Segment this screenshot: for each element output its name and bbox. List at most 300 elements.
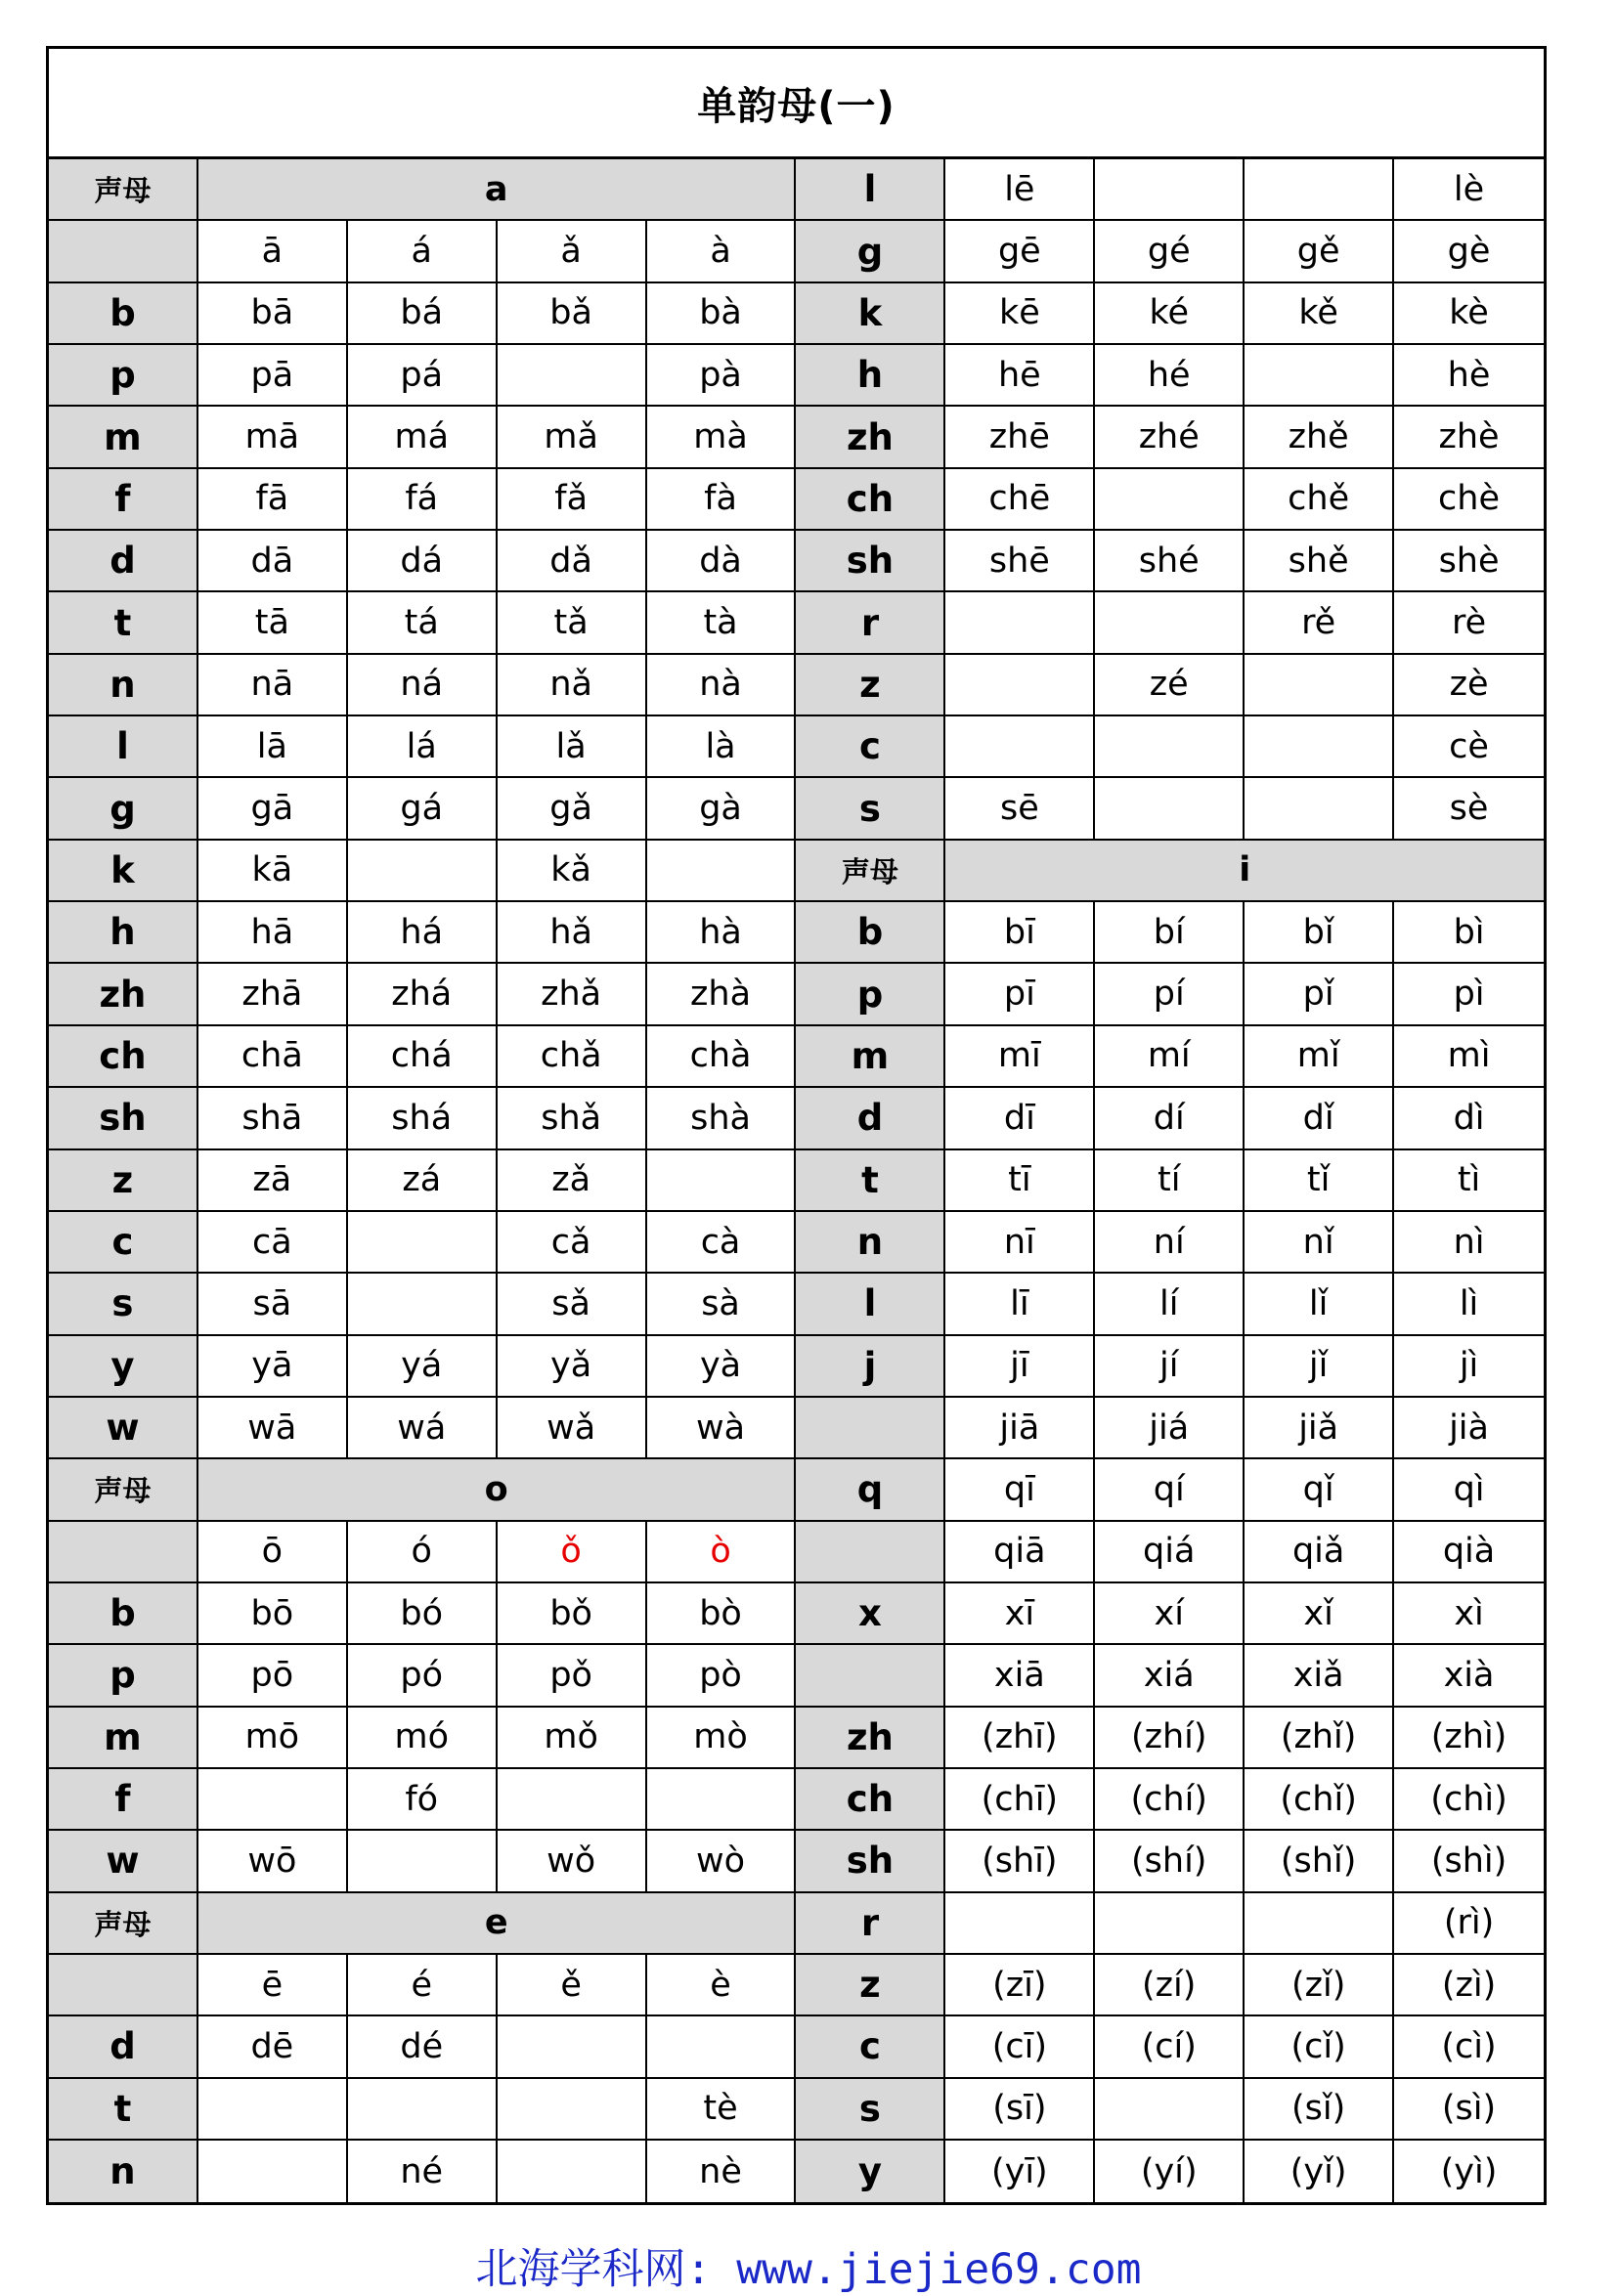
syllable-cell: (yī) — [945, 2141, 1095, 2202]
syllable-cell: bà — [647, 283, 797, 345]
syllable-cell: (cì) — [1394, 2016, 1544, 2078]
syllable-cell — [1245, 345, 1394, 407]
syllable-cell: tí — [1095, 1150, 1245, 1212]
initial-header-label: 声母 — [49, 1459, 198, 1521]
syllable-cell — [348, 841, 498, 902]
syllable-cell — [498, 2016, 647, 2078]
syllable-cell: shé — [1095, 531, 1245, 592]
syllable-cell: zhé — [1095, 407, 1245, 468]
syllable-cell: chě — [1245, 469, 1394, 531]
syllable-cell: mō — [198, 1708, 348, 1769]
syllable-cell — [1245, 778, 1394, 840]
syllable-cell — [198, 1769, 348, 1831]
syllable-cell: chā — [198, 1026, 348, 1088]
syllable-cell: jià — [1394, 1398, 1544, 1459]
syllable-cell: (zhí) — [1095, 1708, 1245, 1769]
initial-cell: n — [796, 1212, 945, 1274]
syllable-cell: é — [348, 1955, 498, 2016]
syllable-cell: hǎ — [498, 902, 647, 964]
syllable-cell: qiā — [945, 1522, 1095, 1583]
initial-cell: s — [49, 1274, 198, 1335]
initial-header-label: 声母 — [49, 1893, 198, 1955]
syllable-cell: ā — [198, 221, 348, 282]
syllable-cell: dé — [348, 2016, 498, 2078]
syllable-cell: fā — [198, 469, 348, 531]
syllable-cell: mò — [647, 1708, 797, 1769]
syllable-cell: xiā — [945, 1645, 1095, 1707]
syllable-cell: bò — [647, 1583, 797, 1645]
initial-cell: t — [49, 2079, 198, 2141]
initial-cell: l — [796, 159, 945, 221]
initial-cell: sh — [796, 1831, 945, 1892]
syllable-cell — [1095, 716, 1245, 778]
syllable-cell: ké — [1095, 283, 1245, 345]
syllable-cell: gá — [348, 778, 498, 840]
syllable-cell: hè — [1394, 345, 1544, 407]
syllable-cell: (zì) — [1394, 1955, 1544, 2016]
syllable-cell: nà — [647, 655, 797, 716]
syllable-cell: mí — [1095, 1026, 1245, 1088]
initial-cell: z — [49, 1150, 198, 1212]
syllable-cell: nè — [647, 2141, 797, 2202]
syllable-cell — [498, 2141, 647, 2202]
syllable-cell: zhā — [198, 964, 348, 1025]
syllable-cell: ò — [647, 1522, 797, 1583]
syllable-cell — [1095, 2079, 1245, 2141]
syllable-cell: bì — [1394, 902, 1544, 964]
initial-cell: h — [796, 345, 945, 407]
syllable-cell: há — [348, 902, 498, 964]
syllable-cell — [498, 1769, 647, 1831]
syllable-cell: chà — [647, 1026, 797, 1088]
syllable-cell: (zhì) — [1394, 1708, 1544, 1769]
page-title: 单韵母(一) — [49, 49, 1544, 159]
syllable-cell: bā — [198, 283, 348, 345]
syllable-cell: (yì) — [1440, 2151, 1498, 2191]
syllable-cell: (zhī) — [945, 1708, 1095, 1769]
syllable-cell: lì — [1394, 1274, 1544, 1335]
initial-cell: ch — [49, 1026, 198, 1088]
syllable-cell: ní — [1095, 1212, 1245, 1274]
syllable-cell — [945, 1893, 1095, 1955]
syllable-cell — [198, 2141, 348, 2202]
syllable-cell: ē — [198, 1955, 348, 2016]
pinyin-grid — [49, 159, 1544, 2202]
syllable-cell: pì — [1394, 964, 1544, 1025]
syllable-cell: gé — [1095, 221, 1245, 282]
syllable-cell: tǐ — [1245, 1150, 1394, 1212]
syllable-cell: bō — [198, 1583, 348, 1645]
initial-cell: m — [796, 1026, 945, 1088]
initial-cell: zh — [49, 964, 198, 1025]
initial-cell: c — [796, 2016, 945, 2078]
syllable-cell: mǐ — [1245, 1026, 1394, 1088]
syllable-cell: là — [647, 716, 797, 778]
initial-cell: l — [796, 1274, 945, 1335]
syllable-cell — [647, 1769, 797, 1831]
initial-cell: sh — [49, 1088, 198, 1149]
syllable-cell — [1095, 469, 1245, 531]
syllable-cell: tā — [198, 592, 348, 654]
syllable-cell: shě — [1245, 531, 1394, 592]
syllable-cell: qì — [1394, 1459, 1544, 1521]
syllable-cell: (yǐ) — [1245, 2141, 1394, 2202]
syllable-cell: jī — [945, 1336, 1095, 1398]
syllable-cell: hé — [1095, 345, 1245, 407]
initial-cell: c — [49, 1212, 198, 1274]
initial-cell: h — [49, 902, 198, 964]
initial-cell: p — [796, 964, 945, 1025]
syllable-cell: qī — [945, 1459, 1095, 1521]
syllable-cell: jiā — [945, 1398, 1095, 1459]
initial-cell: n — [49, 655, 198, 716]
syllable-cell: dì — [1394, 1088, 1544, 1149]
initial-cell — [49, 1522, 198, 1583]
initial-cell: d — [49, 531, 198, 592]
syllable-cell — [1245, 655, 1394, 716]
syllable-cell: rě — [1245, 592, 1394, 654]
syllable-cell: (cí) — [1095, 2016, 1245, 2078]
syllable-cell: xì — [1394, 1583, 1544, 1645]
initial-cell: p — [49, 345, 198, 407]
syllable-cell: dǐ — [1245, 1088, 1394, 1149]
syllable-cell: ó — [348, 1522, 498, 1583]
syllable-cell: sè — [1394, 778, 1544, 840]
syllable-cell: gā — [198, 778, 348, 840]
syllable-cell: bó — [348, 1583, 498, 1645]
syllable-cell: shè — [1394, 531, 1544, 592]
syllable-cell: dē — [198, 2016, 348, 2078]
syllable-cell: gǎ — [498, 778, 647, 840]
syllable-cell — [945, 592, 1095, 654]
initial-header-label: 声母 — [796, 841, 945, 902]
initial-cell: ch — [796, 469, 945, 531]
syllable-cell: dǎ — [498, 531, 647, 592]
initial-cell: l — [49, 716, 198, 778]
syllable-cell: fá — [348, 469, 498, 531]
syllable-cell: (shǐ) — [1245, 1831, 1394, 1892]
syllable-cell: zè — [1394, 655, 1544, 716]
syllable-cell: yá — [348, 1336, 498, 1398]
syllable-cell: nī — [945, 1212, 1095, 1274]
syllable-cell: fǎ — [498, 469, 647, 531]
initial-cell: s — [796, 778, 945, 840]
syllable-cell: hà — [647, 902, 797, 964]
syllable-cell: dà — [647, 531, 797, 592]
initial-cell: g — [796, 221, 945, 282]
syllable-cell: shà — [647, 1088, 797, 1149]
syllable-cell: chǎ — [498, 1026, 647, 1088]
syllable-cell: lē — [945, 159, 1095, 221]
syllable-cell: à — [647, 221, 797, 282]
syllable-cell: pó — [348, 1645, 498, 1707]
syllable-cell: á — [348, 221, 498, 282]
syllable-cell: pò — [647, 1645, 797, 1707]
initial-cell: r — [796, 1893, 945, 1955]
initial-cell: j — [796, 1336, 945, 1398]
syllable-cell: sǎ — [498, 1274, 647, 1335]
syllable-cell: hā — [198, 902, 348, 964]
syllable-cell: lī — [945, 1274, 1095, 1335]
syllable-cell: mì — [1394, 1026, 1544, 1088]
syllable-cell: è — [647, 1955, 797, 2016]
syllable-cell: (zhǐ) — [1245, 1708, 1394, 1769]
syllable-cell: zhà — [647, 964, 797, 1025]
syllable-cell: tī — [945, 1150, 1095, 1212]
initial-cell: p — [49, 1645, 198, 1707]
syllable-cell: wǎ — [498, 1398, 647, 1459]
initial-cell: y — [796, 2141, 945, 2202]
syllable-cell: lā — [198, 716, 348, 778]
syllable-cell: xiá — [1095, 1645, 1245, 1707]
pinyin-table — [46, 46, 1547, 2205]
initial-cell: x — [796, 1583, 945, 1645]
syllable-cell: gè — [1394, 221, 1544, 282]
syllable-cell — [498, 2079, 647, 2141]
syllable-cell: bá — [348, 283, 498, 345]
initial-cell: r — [796, 592, 945, 654]
syllable-cell: lè — [1394, 159, 1544, 221]
initial-cell: f — [49, 1769, 198, 1831]
syllable-cell: ná — [348, 655, 498, 716]
syllable-cell — [498, 345, 647, 407]
initial-cell: zh — [796, 407, 945, 468]
syllable-cell — [1245, 716, 1394, 778]
syllable-cell: kē — [945, 283, 1095, 345]
syllable-cell — [647, 1150, 797, 1212]
syllable-cell: mó — [348, 1708, 498, 1769]
syllable-cell: chē — [945, 469, 1095, 531]
syllable-cell: zhá — [348, 964, 498, 1025]
syllable-cell: zā — [198, 1150, 348, 1212]
syllable-cell: cǎ — [498, 1212, 647, 1274]
initial-cell: w — [49, 1398, 198, 1459]
syllable-cell: xǐ — [1245, 1583, 1394, 1645]
syllable-cell: dī — [945, 1088, 1095, 1149]
syllable-cell: zhǎ — [498, 964, 647, 1025]
syllable-cell: zhě — [1245, 407, 1394, 468]
syllable-cell: shē — [945, 531, 1095, 592]
syllable-cell: kǎ — [498, 841, 647, 902]
syllable-cell: zá — [348, 1150, 498, 1212]
syllable-cell: jì — [1394, 1336, 1544, 1398]
vowel-section-header: a — [198, 159, 797, 221]
initial-cell: z — [796, 1955, 945, 2016]
initial-cell: b — [49, 1583, 198, 1645]
syllable-cell — [1095, 159, 1245, 221]
syllable-cell: (rì) — [1394, 1893, 1544, 1955]
syllable-cell: qǐ — [1245, 1459, 1394, 1521]
syllable-cell: chè — [1394, 469, 1544, 531]
syllable-cell: (yí) — [1095, 2141, 1245, 2202]
syllable-cell: yà — [647, 1336, 797, 1398]
syllable-cell: lá — [348, 716, 498, 778]
syllable-cell: xí — [1095, 1583, 1245, 1645]
initial-cell — [796, 1522, 945, 1583]
syllable-cell: chá — [348, 1026, 498, 1088]
syllable-cell — [945, 716, 1095, 778]
syllable-cell: (zí) — [1095, 1955, 1245, 2016]
syllable-cell — [1095, 1893, 1245, 1955]
syllable-cell: bǐ — [1245, 902, 1394, 964]
syllable-cell — [198, 2079, 348, 2141]
vowel-section-header: e — [198, 1893, 797, 1955]
initial-header-label: 声母 — [49, 159, 198, 221]
syllable-cell: bí — [1095, 902, 1245, 964]
syllable-cell: yā — [198, 1336, 348, 1398]
syllable-cell: shā — [198, 1088, 348, 1149]
initial-cell: m — [49, 1708, 198, 1769]
syllable-cell: xiǎ — [1245, 1645, 1394, 1707]
vowel-section-header: o — [198, 1459, 797, 1521]
syllable-cell: lí — [1095, 1274, 1245, 1335]
syllable-cell: cè — [1394, 716, 1544, 778]
syllable-cell: mǒ — [498, 1708, 647, 1769]
syllable-cell: cā — [198, 1212, 348, 1274]
syllable-cell: jiǎ — [1245, 1398, 1394, 1459]
syllable-cell: cà — [647, 1212, 797, 1274]
syllable-cell: sē — [945, 778, 1095, 840]
syllable-cell: tá — [348, 592, 498, 654]
initial-cell: q — [796, 1459, 945, 1521]
syllable-cell: (zǐ) — [1245, 1955, 1394, 2016]
syllable-cell: pà — [647, 345, 797, 407]
syllable-cell: bǒ — [498, 1583, 647, 1645]
syllable-cell: pí — [1095, 964, 1245, 1025]
syllable-cell: mī — [945, 1026, 1095, 1088]
syllable-cell — [348, 1212, 498, 1274]
initial-cell: zh — [796, 1708, 945, 1769]
syllable-cell: (chí) — [1095, 1769, 1245, 1831]
syllable-cell: (cī) — [945, 2016, 1095, 2078]
syllable-cell: kè — [1394, 283, 1544, 345]
syllable-cell: rè — [1394, 592, 1544, 654]
syllable-cell — [647, 841, 797, 902]
syllable-cell: dá — [348, 531, 498, 592]
syllable-cell: jiá — [1095, 1398, 1245, 1459]
syllable-cell — [945, 655, 1095, 716]
syllable-cell: gē — [945, 221, 1095, 282]
syllable-cell: (sī) — [945, 2079, 1095, 2141]
syllable-cell: tì — [1394, 1150, 1544, 1212]
initial-cell: b — [796, 902, 945, 964]
syllable-cell: jí — [1095, 1336, 1245, 1398]
syllable-cell: pǒ — [498, 1645, 647, 1707]
syllable-cell: jǐ — [1245, 1336, 1394, 1398]
initial-cell: b — [49, 283, 198, 345]
syllable-cell: tè — [647, 2079, 797, 2141]
syllable-cell: lǐ — [1245, 1274, 1394, 1335]
syllable-cell: zé — [1095, 655, 1245, 716]
syllable-cell: fó — [348, 1769, 498, 1831]
syllable-cell: mǎ — [498, 407, 647, 468]
syllable-cell: ě — [498, 1955, 647, 2016]
initial-cell — [796, 1398, 945, 1459]
syllable-cell: wā — [198, 1398, 348, 1459]
initial-cell: k — [796, 283, 945, 345]
syllable-cell: nā — [198, 655, 348, 716]
initial-cell: m — [49, 407, 198, 468]
syllable-cell: pī — [945, 964, 1095, 1025]
syllable-cell — [647, 2016, 797, 2078]
syllable-cell: fà — [647, 469, 797, 531]
syllable-cell: (chǐ) — [1245, 1769, 1394, 1831]
syllable-cell: tà — [647, 592, 797, 654]
syllable-cell: shǎ — [498, 1088, 647, 1149]
syllable-cell: (sǐ) — [1245, 2079, 1394, 2141]
syllable-cell: gě — [1245, 221, 1394, 282]
syllable-cell: zhē — [945, 407, 1095, 468]
syllable-cell: (chì) — [1394, 1769, 1544, 1831]
initial-cell — [49, 221, 198, 282]
syllable-cell: wō — [198, 1831, 348, 1892]
syllable-cell: pǐ — [1245, 964, 1394, 1025]
syllable-cell: bǎ — [498, 283, 647, 345]
syllable-cell: pá — [348, 345, 498, 407]
initial-cell: d — [796, 1088, 945, 1149]
syllable-cell: zhè — [1394, 407, 1544, 468]
syllable-cell: pā — [198, 345, 348, 407]
syllable-cell: kě — [1245, 283, 1394, 345]
syllable-cell: má — [348, 407, 498, 468]
syllable-cell: mà — [647, 407, 797, 468]
initial-cell — [796, 1645, 945, 1707]
syllable-cell: mā — [198, 407, 348, 468]
syllable-cell: nǎ — [498, 655, 647, 716]
initial-cell: g — [49, 778, 198, 840]
footer-watermark: 北海学科网: www.jiejie69.com — [475, 2245, 1142, 2294]
syllable-cell — [1245, 1893, 1394, 1955]
initial-cell: t — [796, 1150, 945, 1212]
syllable-cell: kā — [198, 841, 348, 902]
syllable-cell: (cǐ) — [1245, 2016, 1394, 2078]
syllable-cell: shá — [348, 1088, 498, 1149]
syllable-cell: (sì) — [1394, 2079, 1544, 2141]
syllable-cell: nì — [1394, 1212, 1544, 1274]
syllable-cell — [348, 1274, 498, 1335]
syllable-cell: bī — [945, 902, 1095, 964]
syllable-cell — [1095, 778, 1245, 840]
syllable-cell: pō — [198, 1645, 348, 1707]
initial-cell — [49, 1955, 198, 2016]
initial-cell: ch — [796, 1769, 945, 1831]
syllable-cell: sà — [647, 1274, 797, 1335]
initial-cell: w — [49, 1831, 198, 1892]
syllable-cell: xià — [1394, 1645, 1544, 1707]
syllable-cell — [348, 1831, 498, 1892]
syllable-cell: dā — [198, 531, 348, 592]
syllable-cell: qí — [1095, 1459, 1245, 1521]
syllable-cell: (chī) — [945, 1769, 1095, 1831]
syllable-cell: (shì) — [1394, 1831, 1544, 1892]
syllable-cell: qià — [1394, 1522, 1544, 1583]
initial-cell: d — [49, 2016, 198, 2078]
syllable-cell: hē — [945, 345, 1095, 407]
syllable-cell: (shí) — [1095, 1831, 1245, 1892]
syllable-cell: ǒ — [498, 1522, 647, 1583]
syllable-cell — [1095, 592, 1245, 654]
syllable-cell: nǐ — [1245, 1212, 1394, 1274]
syllable-cell: lǎ — [498, 716, 647, 778]
initial-cell: n — [49, 2141, 198, 2202]
syllable-cell: ō — [198, 1522, 348, 1583]
initial-cell: s — [796, 2079, 945, 2141]
syllable-cell: yǎ — [498, 1336, 647, 1398]
syllable-cell: ǎ — [498, 221, 647, 282]
syllable-cell: wà — [647, 1398, 797, 1459]
initial-cell: f — [49, 469, 198, 531]
syllable-cell: wò — [647, 1831, 797, 1892]
